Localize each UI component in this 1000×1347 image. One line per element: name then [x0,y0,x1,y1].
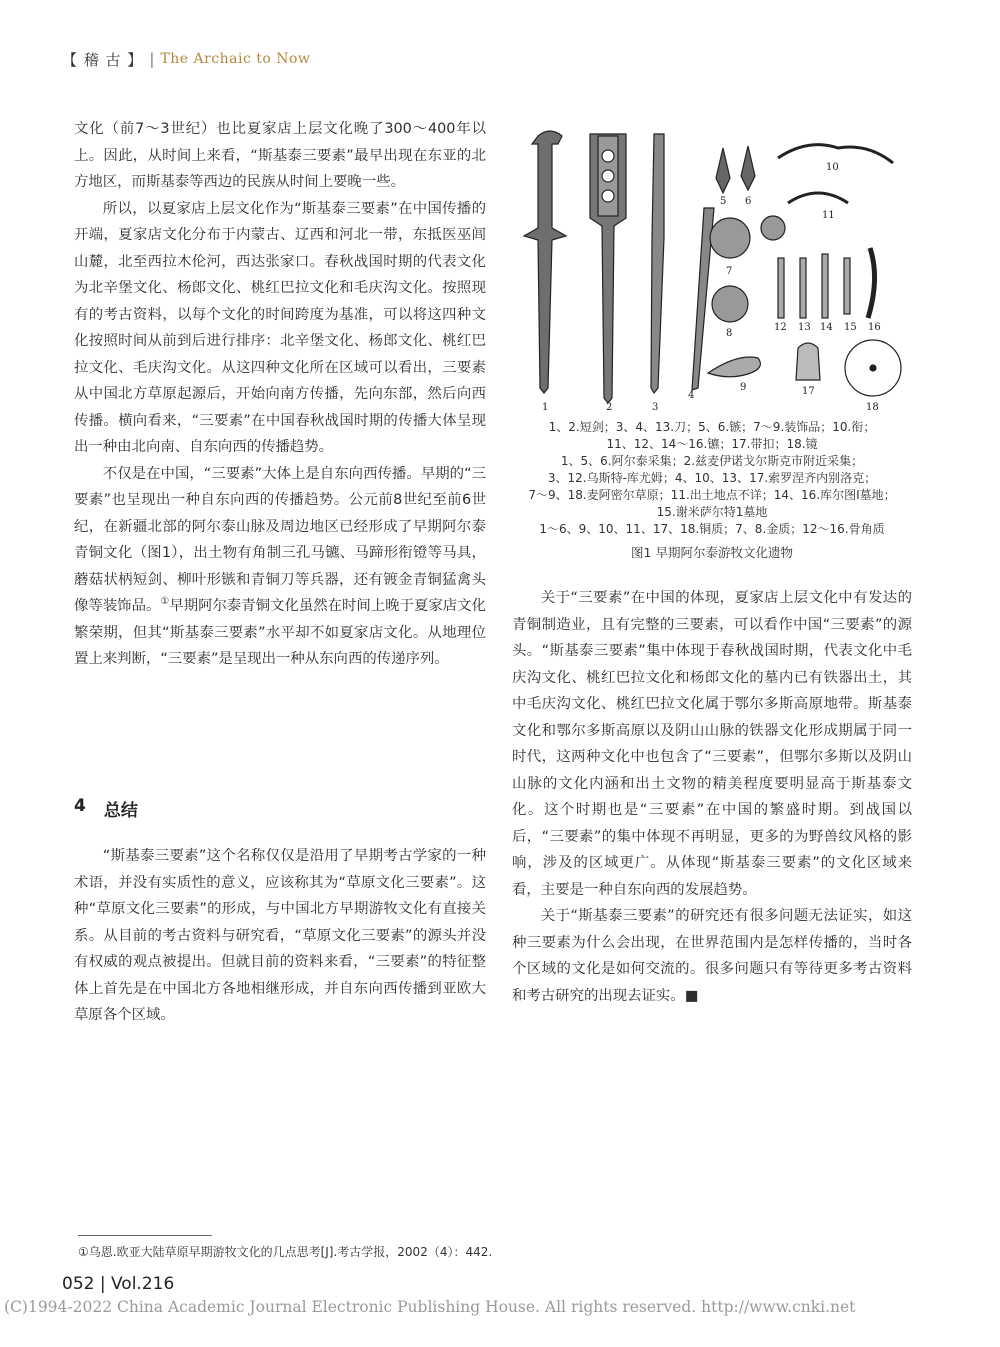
figure-label: 6 [745,196,752,207]
paragraph-text: 不仅是在中国，“三要素”大体上是自东向西传播。早期的“三要素”也呈现出一种自东向西的传播趋势。公元前8世纪至前6世纪，在新疆北部的阿尔泰山脉及周边地区已经形成了早期阿尔泰青铜文化（图1），出土物有角制三孔马镳、马蹄形衔镫等马具，蘑菇状柄短剑、柳叶形镞和青铜刀等兵器，还有镀金青铜猛禽头像等装饰品。 [74,465,486,614]
body-paragraph: 所以，以夏家店上层文化作为“斯基泰三要素”在中国传播的开端，夏家店文化分布于内蒙古、辽西和河北一带，东抵医巫闾山麓，北至西拉木伦河，西达张家口。春秋战国时期的代表文化为北辛堡文化、杨郎文化、桃红巴拉文化和毛庆沟文化。按照现有的考古资料，以每个文化的时间跨度为基准，可以将这四种文化按照时间从前到后进行排序：北辛堡文化、杨郎文化、桃红巴拉文化、毛庆沟文化。从这四种文化所在区域可以看出，三要素从中国北方草原起源后，开始向南方传播，先向东部，然后向西传播。横向看来，“三要素”在中国春秋战国时期的传播大体呈现出一种由北向南、自东向西的传播趋势。 [74,200,486,455]
body-paragraph: 文化（前7～3世纪）也比夏家店上层文化晚了300～400年以上。因此，从时间上来看，“斯基泰三要素”最早出现在东亚的北方地区，而斯基泰等西边的民族从时间上要晚一些。 [74,121,486,190]
figure-label: 17 [802,386,815,397]
figure-label: 11 [822,210,835,221]
journal-name: 【 稽 古 】 [62,50,144,69]
figure-label: 10 [826,162,839,173]
figure-label: 8 [726,328,733,339]
journal-tagline: The Archaic to Now [160,51,311,67]
caption-line: 1～6、9、10、11、17、18.铜质；7、8.金质；12～16.骨角质 [539,522,885,536]
section-title: 总结 [103,801,138,821]
section-number: 4 [74,796,86,816]
page-number: 052 | Vol.216 [62,1274,175,1294]
right-column [512,585,912,1009]
caption-line: 1、2.短剑；3、4、13.刀；5、6.镞；7～9.装饰品；10.衔； [548,420,876,434]
footnote: ①乌恩.欧亚大陆草原早期游牧文化的几点思考[J].考古学报，2002（4）：442. [78,1245,493,1259]
figure-label: 9 [740,382,747,393]
figure-title: 图1 早期阿尔泰游牧文化遗物 [631,545,793,560]
figure-label: 1 [542,402,549,413]
figure-label: 13 [798,322,811,333]
header-separator: | [149,50,155,68]
copyright-watermark: (C)1994-2022 China Academic Journal Electronic Publishing House. All rights reserved. http://www.cnki.net [4,1298,856,1316]
artifact-illustration [508,118,918,414]
paragraph-text: 早期阿尔泰青铜文化虽然在时间上晚于夏家店文化繁荣期，但其“斯基泰三要素”水平却不如夏家店文化。从地理位置上来判断，“三要素”是呈现出一种从东向西的传递序列。 [74,598,486,667]
caption-line: 15.谢米萨尔特1墓地 [656,505,768,519]
figure-label: 5 [720,196,727,207]
caption-line: 7～9、18.麦阿密尔草原；11.出土地点不详；14、16.库尔图Ⅰ墓地； [528,488,896,502]
body-paragraph [74,461,486,673]
figure-label: 16 [868,322,881,333]
body-paragraph: 关于“斯基泰三要素”的研究还有很多问题无法证实，如这种三要素为什么会出现，在世界范围内是怎样传播的，当时各个区域的文化是如何交流的。很多问题只有等待更多考古资料和考古研究的出现去证实。■ [512,908,912,1004]
figure-label: 18 [866,402,879,413]
figure-label: 4 [688,390,695,401]
caption-line: 1、5、6.阿尔泰采集；2.兹麦伊诺戈尔斯克市附近采集； [560,454,864,468]
caption-line: 3、12.乌斯特-库尤姆；4、10、13、17.索罗涅齐内别洛克； [547,471,877,485]
footnote-divider [78,1235,212,1236]
figure-label: 7 [726,266,733,277]
figure-label: 3 [652,402,659,413]
caption-line: 11、12、14～16.镳；17.带扣；18.镜 [606,437,818,451]
figure-artifacts [508,118,918,414]
section-heading [74,796,138,821]
figure-caption [500,419,924,561]
figure-label: 15 [844,322,857,333]
left-column [74,116,486,673]
body-paragraph: “斯基泰三要素”这个名称仅仅是沿用了早期考古学家的一种术语，并没有实质性的意义，应该称其为“草原文化三要素”。这种“草原文化三要素”的形成，与中国北方早期游牧文化有直接关系。从目前的考古资料与研究看，“草原文化三要素”的源头并没有权威的观点被提出。但就目前的资料来看，“三要素”的特征整体上首先是在中国北方各地相继形成，并自东向西传播到亚欧大草原各个区域。 [74,848,486,1023]
figure-label: 2 [606,402,613,413]
figure-label: 14 [820,322,833,333]
footnote-marker: ① [160,596,170,608]
summary-section [74,843,486,1029]
running-header [62,48,310,70]
body-paragraph: 关于“三要素”在中国的体现，夏家店上层文化中有发达的青铜制造业，且有完整的三要素，可以看作中国“三要素”的源头。“斯基泰三要素”集中体现于春秋战国时期，代表文化中毛庆沟文化、桃红巴拉文化和杨郎文化的墓内已有铁器出土，其中毛庆沟文化、桃红巴拉文化属于鄂尔多斯高原地带。斯基泰文化和鄂尔多斯高原以及阴山山脉的铁器文化形成期属于同一时代，这两种文化中也包含了“三要素”，但鄂尔多斯以及阴山山脉的文化内涵和出土文物的精美程度要明显高于斯基泰文化。这个时期也是“三要素”在中国的繁盛时期。到战国以后，“三要素”的集中体现不再明显，更多的为野兽纹风格的影响，涉及的区域更广。从体现“斯基泰三要素”的文化区域来看，主要是一种自东向西的发展趋势。 [512,590,912,898]
figure-label: 12 [774,322,787,333]
